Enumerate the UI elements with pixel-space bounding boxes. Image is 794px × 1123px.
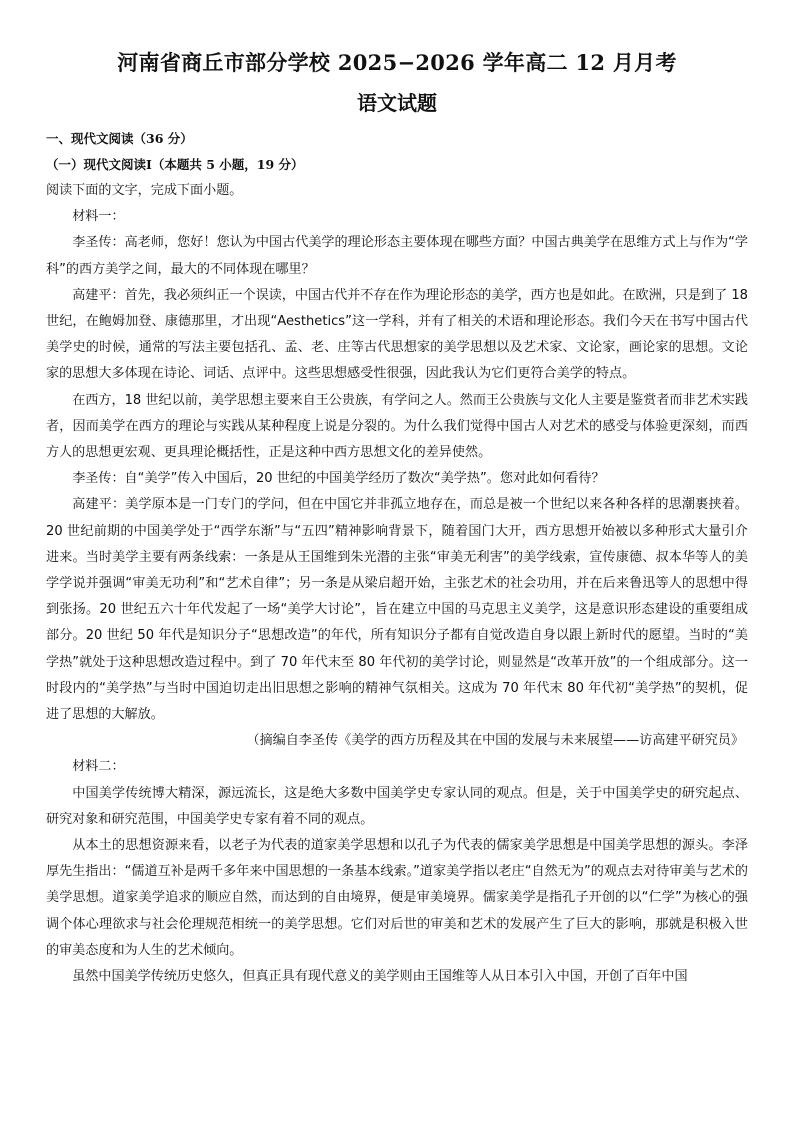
material1-paragraph: 高建平：美学原本是一门专门的学问，但在中国它并非孤立地存在，而总是被一个世纪以来各种各样的思潮裹挟着。20 世纪前期的中国美学处于“西学东渐”与“五四”精神影响背景下，随着国门大开，西方思想开始被以多种形式大量引介进来。当时美学主要有两条线索：一条是从王国维到朱光潜的主张“审美无利害”的美学线索，宣传康德、叔本华等人的美学学说并强调“审美无功利”和“艺术自律”；另一条是从梁启超开始，主张艺术的社会功用，并在后来鲁迅等人的思想中得到张扬。20 世纪五六十年代发起了一场“美学大讨论”，旨在建立中国的马克思主义美学，这是意识形态建设的重要组成部分。20 世纪 50 年代是知识分子“思想改造”的年代，所有知识分子都有自觉改造自身以跟上新时代的愿望。当时的“美学热”就处于这种思想改造过程中。到了 70 年代末至 80 年代初的美学讨论，则显然是“改革开放”的一个组成部分。这一时段内的“美学热”与当时中国迫切走出旧思想之影响的精神气氛相关。这成为 70 年代末 80 年代初“美学热”的契机，促进了思想的大解放。: [46, 497, 748, 723]
material2-paragraph: 从本土的思想资源来看，以老子为代表的道家美学思想和以孔子为代表的儒家美学思想是中国美学思想的源头。李泽厚先生指出：“儒道互补是两千多年来中国思想的一条基本线索。”道家美学指以老庄“自然无为”的观点去对待审美与艺术的美学思想。道家美学追求的顺应自然，而达到的自由境界，便是审美境界。儒家美学是指孔子开创的以“仁学”为核心的强调个体心理欲求与社会伦理规范相统一的美学思想。它们对后世的审美和艺术的发展产生了巨大的影响，那就是积极入世的审美态度和为人生的艺术倾向。: [46, 838, 748, 958]
material1-paragraph: 李圣传：高老师，您好！您认为中国古代美学的理论形态主要体现在哪些方面？中国古典美学在思维方式上与作为“学科”的西方美学之间，最大的不同体现在哪里？: [46, 235, 748, 277]
section-heading-part1: 一、现代文阅读（36 分）: [46, 131, 193, 146]
material1-source: （摘编自李圣传《美学的西方历程及其在中国的发展与未来展望——访高建平研究员》: [246, 733, 744, 749]
exam-subtitle: 语文试题: [357, 91, 437, 115]
material1-paragraph: 在西方，18 世纪以前，美学思想主要来自王公贵族，有学问之人。然而王公贵族与文化人主要是鉴赏者而非艺术实践者，因而美学在西方的理论与实践从某种程度上说是分裂的。为什么我们觉得中国古人对艺术的感受与体验更深刻，而西方人的思想更宏观、更具理论概括性，正是这种中西方思想文化的差异使然。: [46, 392, 748, 461]
exam-page: [46, 48, 748, 990]
material1-label: 材料一：: [72, 209, 125, 225]
exam-title: 河南省商丘市部分学校 2025−2026 学年高二 12 月月考: [117, 50, 677, 75]
material2-paragraph: 虽然中国美学传统历史悠久，但真正具有现代意义的美学则由王国维等人从日本引入中国，开创了百年中国: [72, 969, 688, 985]
section-heading-reading1: （一）现代文阅读Ⅰ（本题共 5 小题，19 分）: [46, 157, 304, 172]
material2-label: 材料二：: [72, 759, 125, 775]
material1-paragraph: 高建平：首先，我必须纠正一个误读，中国古代并不存在作为理论形态的美学，西方也是如此。在欧洲，只是到了 18 世纪，在鲍姆加登、康德那里，才出现“Aesthetics”这一学科，并有了相关的术语和理论形态。我们今天在书写中国古代美学史的时候，通常的写法主要包括孔、孟、老、庄等古代思想家的美学思想以及艺术家、文论家，画论家的思想。文论家的思想大多体现在诗论、词话、点评中。这些思想感受性很强，因此我认为它们更符合美学的特点。: [46, 287, 748, 382]
material1-paragraph: 李圣传：自“美学”传入中国后，20 世纪的中国美学经历了数次“美学热”。您对此如何看待？: [72, 471, 605, 487]
material2-paragraph: 中国美学传统博大精深，源远流长，这是绝大多数中国美学史专家认同的观点。但是，关于中国美学史的研究起点、研究对象和研究范围，中国美学史专家有着不同的观点。: [46, 785, 748, 827]
instruction-text: 阅读下面的文字，完成下面小题。: [46, 183, 243, 198]
